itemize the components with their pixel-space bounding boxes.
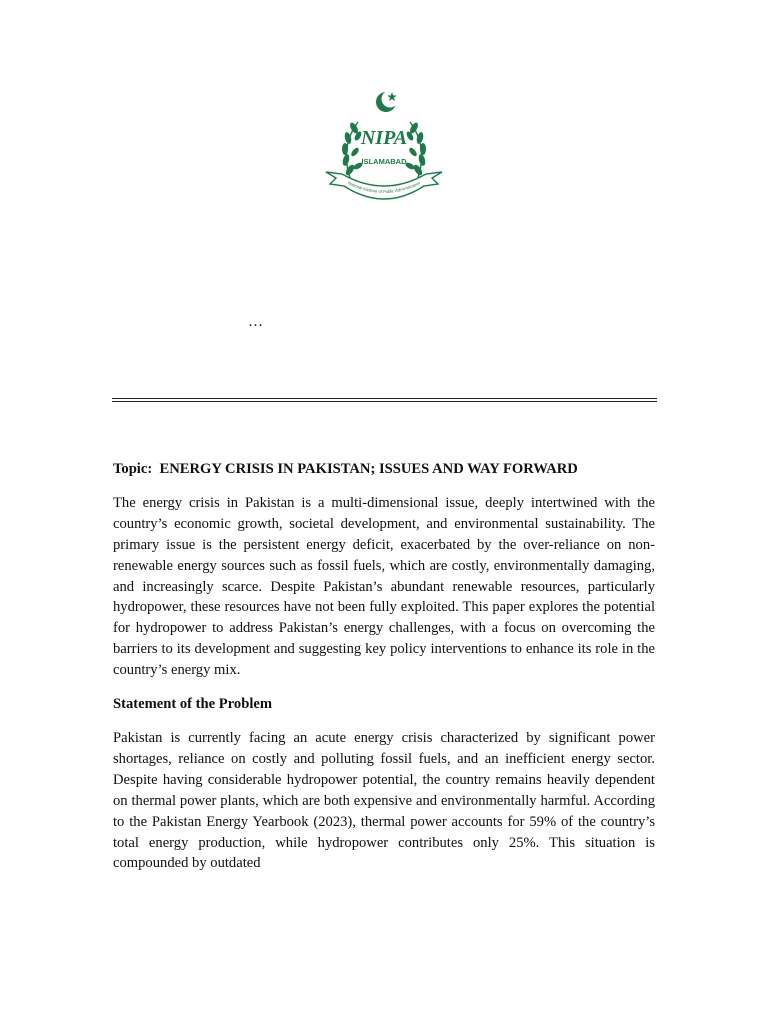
nipa-logo (318, 86, 450, 214)
topic-line (113, 459, 655, 480)
intro-paragraph: The energy crisis in Pakistan is a multi-dimensional issue, deeply intertwined with the country’s economic growth, societal development, and environmental sustainability. The primary issue is the persistent energy deficit, exacerbated by the over-reliance on non-renewable energy sources such as fossil fuels, which are costly, environmentally damaging, and increasingly scarce. Despite Pakistan’s abundant renewable resources, particularly hydropower, these resources have not been fully exploited. This paper explores the potential for hydropower to address Pakistan’s energy challenges, with a focus on overcoming the barriers to its development and suggesting key policy interventions to enhance its role in the country’s energy mix. (113, 494, 655, 679)
topic-title: ENERGY CRISIS IN PAKISTAN; ISSUES AND WAY FORWARD (159, 461, 578, 477)
logo-emblem-text: NIPA (360, 127, 408, 149)
logo-banner-text: National Institute of Public Administration (346, 180, 422, 195)
double-horizontal-rule (112, 398, 657, 402)
logo-city-text: ISLAMABAD (361, 157, 407, 166)
problem-paragraph: Pakistan is currently facing an acute energy crisis characterized by significant power shortages, reliance on costly and polluting fossil fuels, and an inefficient energy sector. Despite having considerable hydropower potential, the country remains heavily dependent on thermal power plants, which are both expensive and environmentally harmful. According to the Pakistan Energy Yearbook (2023), thermal power accounts for 59% of the country’s total energy production, while hydropower contributes only 25%. This situation is compounded by outdated (113, 729, 655, 872)
nipa-crest-icon (318, 86, 450, 214)
document-body (113, 459, 655, 887)
topic-label: Topic: (113, 461, 153, 477)
ellipsis-mark: … (248, 314, 264, 330)
problem-heading: Statement of the Problem (113, 696, 273, 713)
